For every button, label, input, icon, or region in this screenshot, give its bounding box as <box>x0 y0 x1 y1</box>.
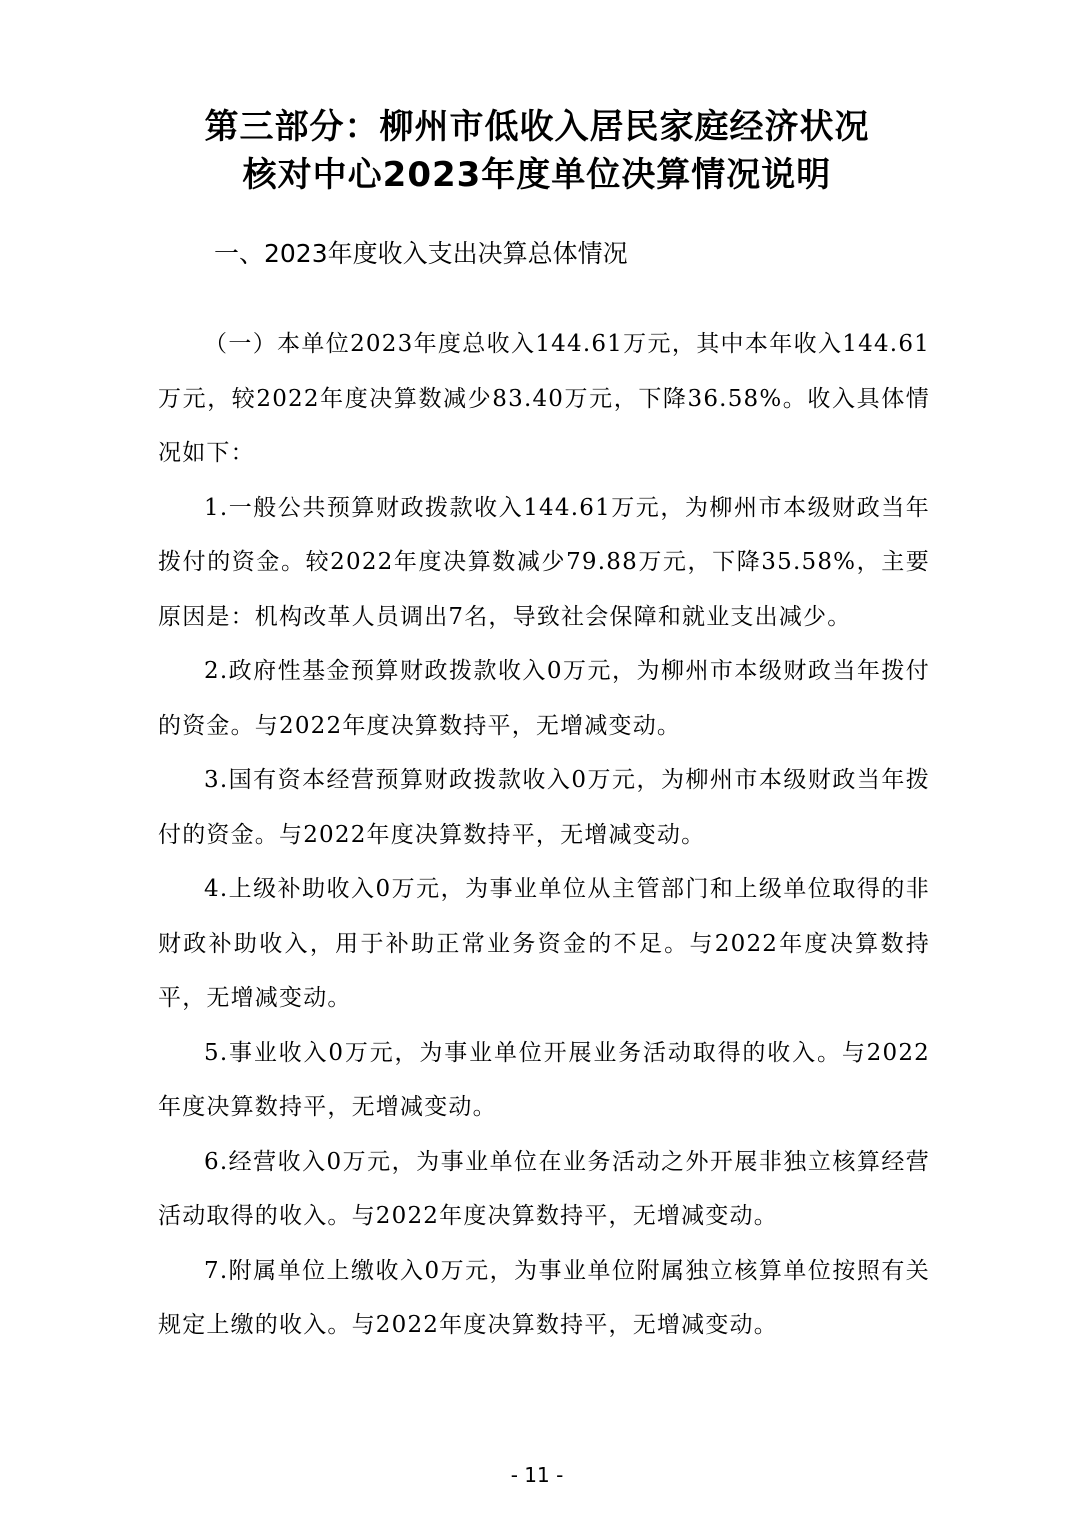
title-line-1: 第三部分：柳州市低收入居民家庭经济状况 <box>204 107 870 147</box>
title-line-2: 核对中心2023年度单位决算情况说明 <box>242 155 832 195</box>
page-title <box>0 103 1074 199</box>
paragraph-operating-income: 6.经营收入0万元，为事业单位在业务活动之外开展非独立核算经营活动取得的收入。与2022年度决算数持平，无增减变动。 <box>158 1148 930 1229</box>
body-text <box>158 317 930 1353</box>
paragraph-business-income: 5.事业收入0万元，为事业单位开展业务活动取得的收入。与2022年度决算数持平，无增减变动。 <box>158 1039 930 1120</box>
paragraph-superior-subsidy: 4.上级补助收入0万元，为事业单位从主管部门和上级单位取得的非财政补助收入，用于补助正常业务资金的不足。与2022年度决算数持平，无增减变动。 <box>158 876 930 1011</box>
page-number: - 11 - <box>510 1463 564 1487</box>
paragraph-total-income: （一）本单位2023年度总收入144.61万元，其中本年收入144.61万元，较2022年度决算数减少83.40万元，下降36.58%。收入具体情况如下： <box>158 331 930 466</box>
section-heading: 一、2023年度收入支出决算总体情况 <box>214 239 628 268</box>
paragraph-general-budget: 1.一般公共预算财政拨款收入144.61万元，为柳州市本级财政当年拨付的资金。较2022年度决算数减少79.88万元，下降35.58%，主要原因是：机构改革人员调出7名，导致社会保障和就业支出减少。 <box>158 494 930 630</box>
paragraph-affiliated-income: 7.附属单位上缴收入0万元，为事业单位附属独立核算单位按照有关规定上缴的收入。与2022年度决算数持平，无增减变动。 <box>158 1257 930 1338</box>
paragraph-state-capital: 3.国有资本经营预算财政拨款收入0万元，为柳州市本级财政当年拨付的资金。与2022年度决算数持平，无增减变动。 <box>158 767 930 848</box>
paragraph-government-fund: 2.政府性基金预算财政拨款收入0万元，为柳州市本级财政当年拨付的资金。与2022年度决算数持平，无增减变动。 <box>158 658 930 739</box>
